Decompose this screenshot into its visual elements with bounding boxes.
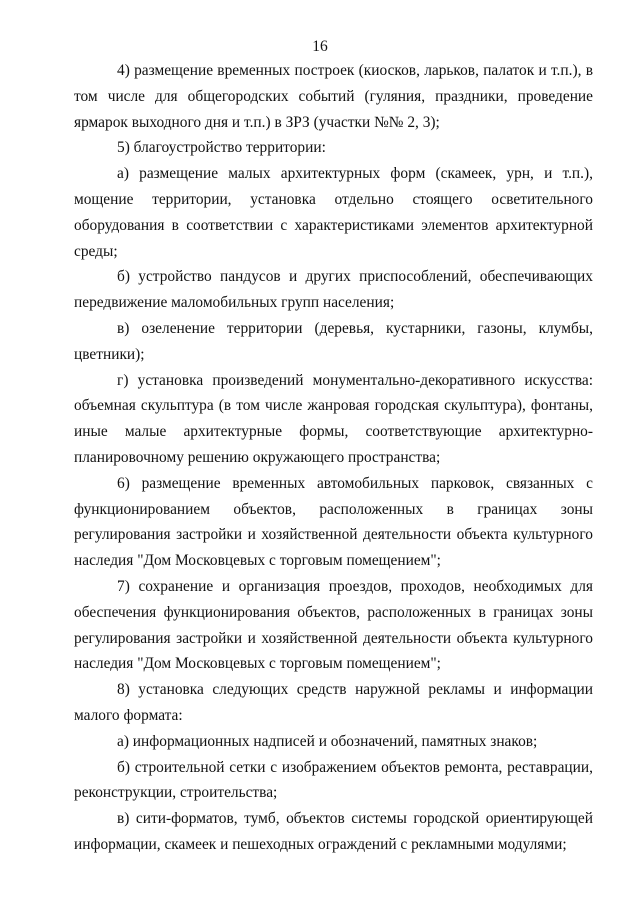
- document-body: [74, 58, 593, 858]
- paragraph-item-5: 5) благоустройство территории:: [117, 139, 326, 157]
- paragraph-item-8b: б) строительной сетки с изображением объектов ремонта, реставрации, реконструкции, строительства;: [74, 758, 593, 802]
- paragraph-item-8: 8) установка следующих средств наружной рекламы и информации малого формата:: [74, 681, 593, 724]
- paragraph-item-4: 4) размещение временных построек (киосков, ларьков, палаток и т.п.), в том числе для общегородских событий (гуляния, праздники, проведение ярмарок выходного дня и т.п.) в ЗРЗ (участки №№ 2, 3);: [74, 62, 593, 131]
- paragraph-item-5b: б) устройство пандусов и других приспособлений, обеспечивающих передвижение маломобильных групп населения;: [74, 268, 593, 312]
- paragraph-item-5g: г) установка произведений монументально-декоративного искусства: объемная скульптура (в том числе жанровая городская скульптура), фонтаны, иные малые архитектурные формы, соответствующие архитектурно-планировочному решению окружающего пространства;: [74, 371, 593, 466]
- paragraph-item-5v: в) озеленение территории (деревья, кустарники, газоны, клумбы, цветники);: [74, 319, 593, 363]
- paragraph-item-5a: а) размещение малых архитектурных форм (скамеек, урн, и т.п.), мощение территории, установка отдельно стоящего осветительного оборудования в соответствии с характеристиками элементов архитектурной среды;: [74, 165, 593, 260]
- paragraph-item-6: 6) размещение временных автомобильных парковок, связанных с функционированием объектов, расположенных в границах зоны регулирования застройки и хозяйственной деятельности объекта культурного наследия "Дом Московцевых с торговым помещением";: [74, 474, 593, 570]
- paragraph-item-7: 7) сохранение и организация проездов, проходов, необходимых для обеспечения функционирования объектов, расположенных в границах зоны регулирования застройки и хозяйственной деятельности объекта культурного наследия "Дом Московцевых с торговым помещением";: [74, 577, 593, 673]
- paragraph-item-8a: а) информационных надписей и обозначений, памятных знаков;: [117, 732, 538, 750]
- paragraph-item-8v: в) сити-форматов, тумб, объектов системы городской ориентирующей информации, скамеек и пешеходных ограждений с рекламными модулями;: [74, 810, 593, 853]
- page-number: 16: [312, 38, 328, 55]
